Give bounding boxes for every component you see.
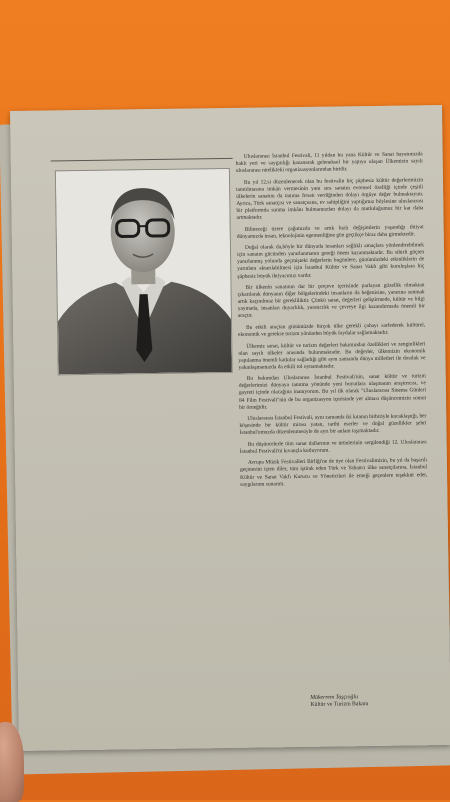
signatory-title: Kültür ve Turizm Bakanı xyxy=(310,701,368,709)
article-paragraph: Bu bakımdan Uluslararası İstanbul Festivali'nin, sanat kültür ve turizm değerlerimizi dünyaya tanıtma yönünde yeni boyutlara ulaşmanın araştırıcısı, ve gayreti içinde olacağına inanıyorum. Bu yıl ilk olarak "Uluslararası Sinema Günleri 84 Film Festivali"nin de bu organizasyon içerisinde yer alması düşüncemizin somut bir örneğidir. xyxy=(239,374,426,412)
article-paragraph: Bilineceği üzere çağımızda ve artık hızlı değişimlerin yaşandığı ihtiyat dünyamızda insan, teknolojinin egemenliğine gün geçtikçe biraz daha girmektedir. xyxy=(237,224,424,241)
article-text-column xyxy=(236,151,428,493)
booklet-page xyxy=(10,105,450,751)
article-paragraph: Bu etkili araçtan günümüzde birçok ülke gerekli çabayı sarfederek kültürel, ekonomik ve gerekse turizm yönünden büyük faydalar sağlamaktadır. xyxy=(238,322,425,339)
signature-block xyxy=(310,694,368,710)
article-paragraph: Avrupa Müzik Festivalleri Birliği'ne de üye olan Festivalimizin, bu yıl da başarılı geçmesini içten diler, tüm iştirak eden Türk ve Yabancı ülke sanatçılarına, İstanbul Kültür ve Sanat Vakfı Kurucu ve Yöneticileri ile emeği geçenlere teşekkür eder, saygılarımı sunarım. xyxy=(240,458,427,489)
signatory-name: Mükerrem Taşçıoğlu xyxy=(310,694,368,702)
article-paragraph: Uluslararası İstanbul Festivali, 11 yıldan bu yana Kültür ve Sanat hayatımızda haklı yeri ve saygınlığı kazanarak geleneksel bir yapıya ulaşan Ülkemizin sayılı uluslararası nitelikteki organizasyonlarından biridir. xyxy=(236,151,423,175)
article-paragraph: Bir ülkenin sanatının dar bir çerçeve içerisinde parlayan güzellik olmaktan çıkarılarak dünyanın diğer bölgelerindeki insanların da beğenisine, yararına sunmak artık kaçınılmaz bir gerekliliktir. Çünkü sanat, değerleri geliştirmede, kültür ve bilgi yaymada, insanları duyarlılık, yaratıcılık ve çevreye ilgi kazandırmada önemli bir araçtır. xyxy=(237,282,424,320)
article-paragraph: Bu düşüncelerle tüm sanat dallarının ve ürünlerinin sergilendiği 12. Uluslararası İstanbul Festivali'ni kıvançla kutluyorum. xyxy=(240,439,427,456)
top-divider-rule xyxy=(51,158,233,162)
article-paragraph: Bu yıl 12.si düzenlenecek olan bu festivalin hiç şüphesiz kültür değerlerimizin tanıtılmasına imkân vermesinin yanı sıra sanatın evrensel özelliği içinde çeşitli ülkelerin sanatını da tanıma fırsatı verdiğinden dolayı örgüye değer bulmaktayım. Ayrıca, Türk sanatçısı ve sanatçısına, ev sahipliğini yaptığımız böylesine uluslararası bir platformda sunma imkânı bulmamızdan dolayı da mutluluğumuz bir kat daha artmaktadır. xyxy=(236,177,424,222)
portrait-photo xyxy=(55,168,233,375)
article-paragraph: Uluslararası İstanbul Festivali, aynı zamanda iki kıtanın birbiriyle kucaklaştığı, her köşesinde bir kültür mirası yatan, tarihi eserler ve doğal güzellikler şehri İstanbul'umuzda düzenlenmesiyle de ayrı bir anlam taşımaktadır. xyxy=(239,413,426,437)
article-paragraph: Doğal olarak da,böyle bir dünyada insanları sağlıklı amaçlara yönlendirebilmek için sanatın gücünden yararlanmanın gereği önem kazanmaktadır. Bu sihirli güçten yararlanmış yolunda geçmişteki değerlerin bugünlere, günümüzdeki etkinliklerin de yarınlara aktarılabilmesi için İstanbul Kültür ve Sanat Vakfı gibi kuruluşlara hiç şüphesiz büyük ihtiyacımız vardır. xyxy=(237,242,424,280)
portrait-illustration xyxy=(56,169,232,374)
article-paragraph: Ülkemiz sanat, kültür ve turizm değerleri bakımından özellikleri ve zenginlikleri olan sayılı ülkeler arasında bulunmaktadır. Bu değerler, ülkemizin ekonomik yapılanma önemli katkılar sağladığı gibi aynı zamanda dünya milletleri ile dostluk ve yakınlaşmamızda da etkili rol oynamaktadır. xyxy=(238,341,425,372)
